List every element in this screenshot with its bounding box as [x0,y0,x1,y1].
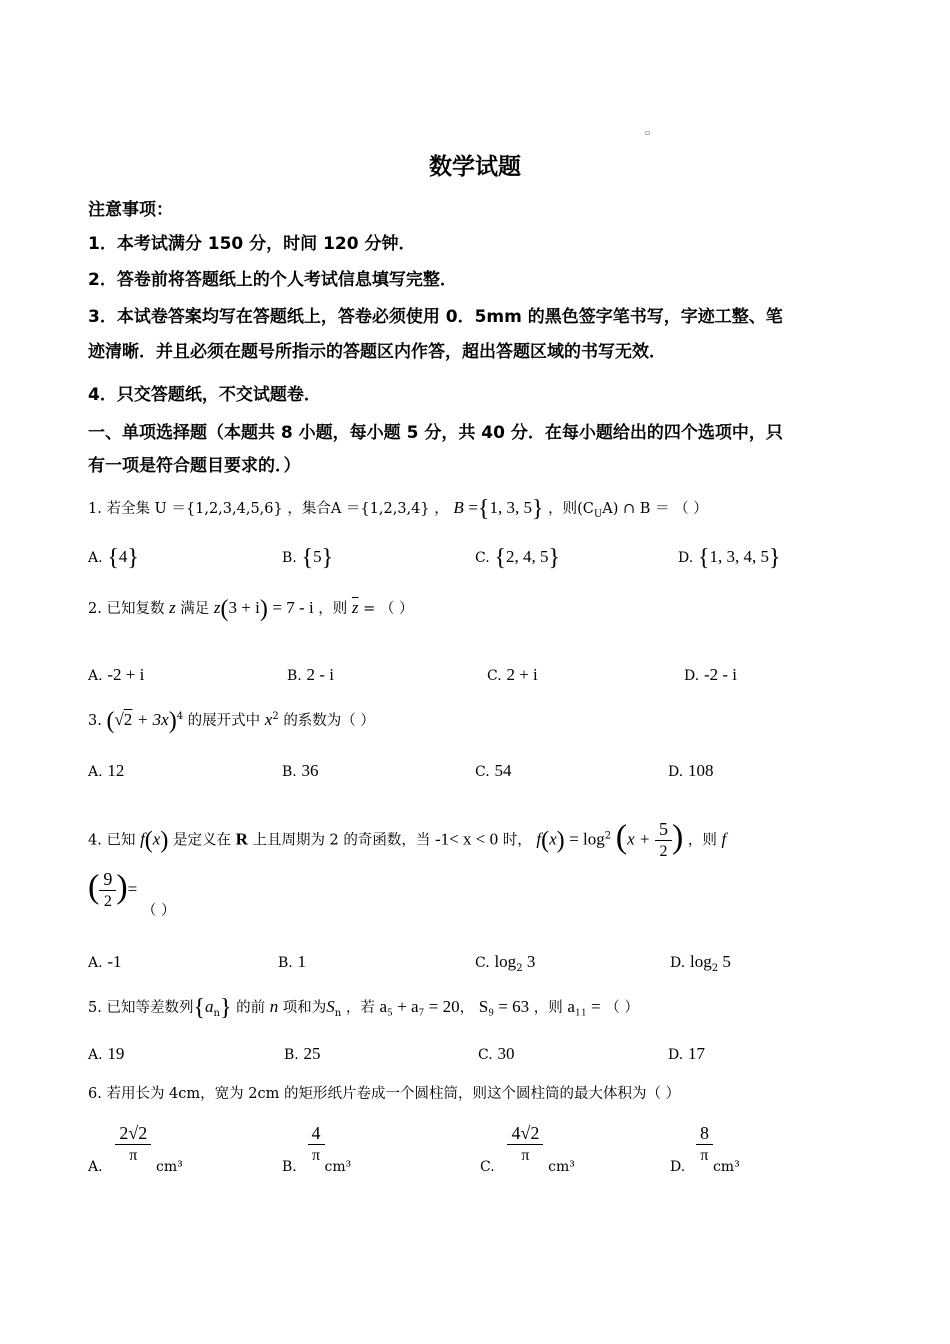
q1-complement: ，则(C [548,501,594,517]
q1-option-b[interactable]: B. {5} [282,545,334,571]
q1-option-a[interactable]: A. {4} [88,545,139,571]
q1-sub-u: U [593,508,603,520]
q1-stem: 1. 若全集 U ＝{1,2,3,4,5,6} ，集合A ＝{1,2,3,4} ， [88,501,449,517]
q1-option-d[interactable]: D. {1, 3, 4, 5} [678,545,781,571]
q3-option-a[interactable]: A. 12 [88,761,125,780]
q2-option-a[interactable]: A. -2 + i [88,665,145,684]
q6-option-a[interactable]: A. $\frac{2√2}{\pi}$ cm³ [88,1123,183,1175]
q2-option-c[interactable]: C. 2 + i [487,665,538,684]
note-2: 2．答卷前将答题纸上的个人考试信息填写完整． [88,270,457,290]
q5-option-d[interactable]: D. 17 [668,1044,705,1063]
q1-set-b-label: B [453,498,464,517]
question-3: 3. $(√2 + 3x)^4$ 的展开式中 $x^2$ 的系数为（ ） [88,708,375,734]
q6-option-b[interactable]: B. $\frac{4}{\pi}$ cm³ [282,1123,352,1175]
q5-option-a[interactable]: A. 19 [88,1044,125,1063]
q2-option-b[interactable]: B. 2 - i [287,665,334,684]
q6-option-c[interactable]: C. $\frac{4√2}{\pi}$ cm³ [480,1123,575,1175]
notes-heading: 注意事项： [88,200,173,220]
q1-tail: A) ∩ B ＝ （ ） [602,501,708,517]
section-heading-cont: 有一项是符合题目要求的．） [88,456,301,476]
q4-option-a[interactable]: A. -1 [88,952,122,971]
question-6: 6. 若用长为 4cm，宽为 2cm 的矩形纸片卷成一个圆柱筒，则这个圆柱筒的最大体积为（ ） [88,1086,681,1102]
q5-option-c[interactable]: C. 30 [478,1044,515,1063]
q1-option-c[interactable]: C. {2, 4, 5} [475,545,561,571]
q5-option-b[interactable]: B. 25 [284,1044,321,1063]
q4-option-c[interactable]: C. $\log_2 3$ [475,952,536,974]
q6-option-d[interactable]: D. $\frac{8}{\pi}$ cm³ [670,1123,740,1175]
question-1: 1. 若全集 U ＝{1,2,3,4,5,6} ，集合A ＝{1,2,3,4} ， B ={1, 3, 5} ，则$(C_UA)$ ∩ B ＝ （ ） [88,496,708,522]
note-3: 3．本试卷答案均写在答题纸上，答卷必须使用 0．5mm 的黑色签字笔书写，字迹工整、笔 [88,307,783,327]
question-4-cont: ( $\frac{9}{2}$ )= （ ） [88,868,176,919]
q1-set-b: 1, 3, 5 [489,498,532,517]
question-4: 4. 已知 f(x) 是定义在 R 上且周期为 2 的奇函数，当 -1< x < 0 时， $f(x) = \log^2 (x$ + $\frac{5}{2}$ ) ，则 f [88,818,727,860]
q3-option-b[interactable]: B. 36 [282,761,319,780]
q3-option-c[interactable]: C. 54 [475,761,512,780]
q4-option-b[interactable]: B. 1 [278,952,307,971]
note-3-cont: 迹清晰．并且必须在题号所指示的答题区内作答，超出答题区域的书写无效． [88,342,666,362]
q4-option-d[interactable]: D. $\log_2 5$ [670,952,731,974]
question-2: 2. 已知复数 z 满足 z(3 + i) = 7 - i ，则 $\overline{z}$ = （ ） [88,596,414,622]
q3-option-d[interactable]: D. 108 [668,761,714,780]
page-title: 数学试题 [429,154,521,180]
section-heading: 一、单项选择题（本题共 8 小题，每小题 5 分，共 40 分．在每小题给出的四个选项中，只 [88,423,783,443]
question-5: 5. 已知等差数列$\{a_n\}$ 的前 n 项和为$S_n$ ，若 a₅ + a₇ = 20， S₉ = 63 ，则 a₁₁ = （ ） [88,995,639,1021]
page-mark: ▫ [645,128,651,137]
note-1: 1．本考试满分 150 分，时间 120 分钟． [88,234,416,254]
q2-option-d[interactable]: D. -2 - i [684,665,738,684]
note-4: 4．只交答题纸，不交试题卷． [88,385,321,405]
